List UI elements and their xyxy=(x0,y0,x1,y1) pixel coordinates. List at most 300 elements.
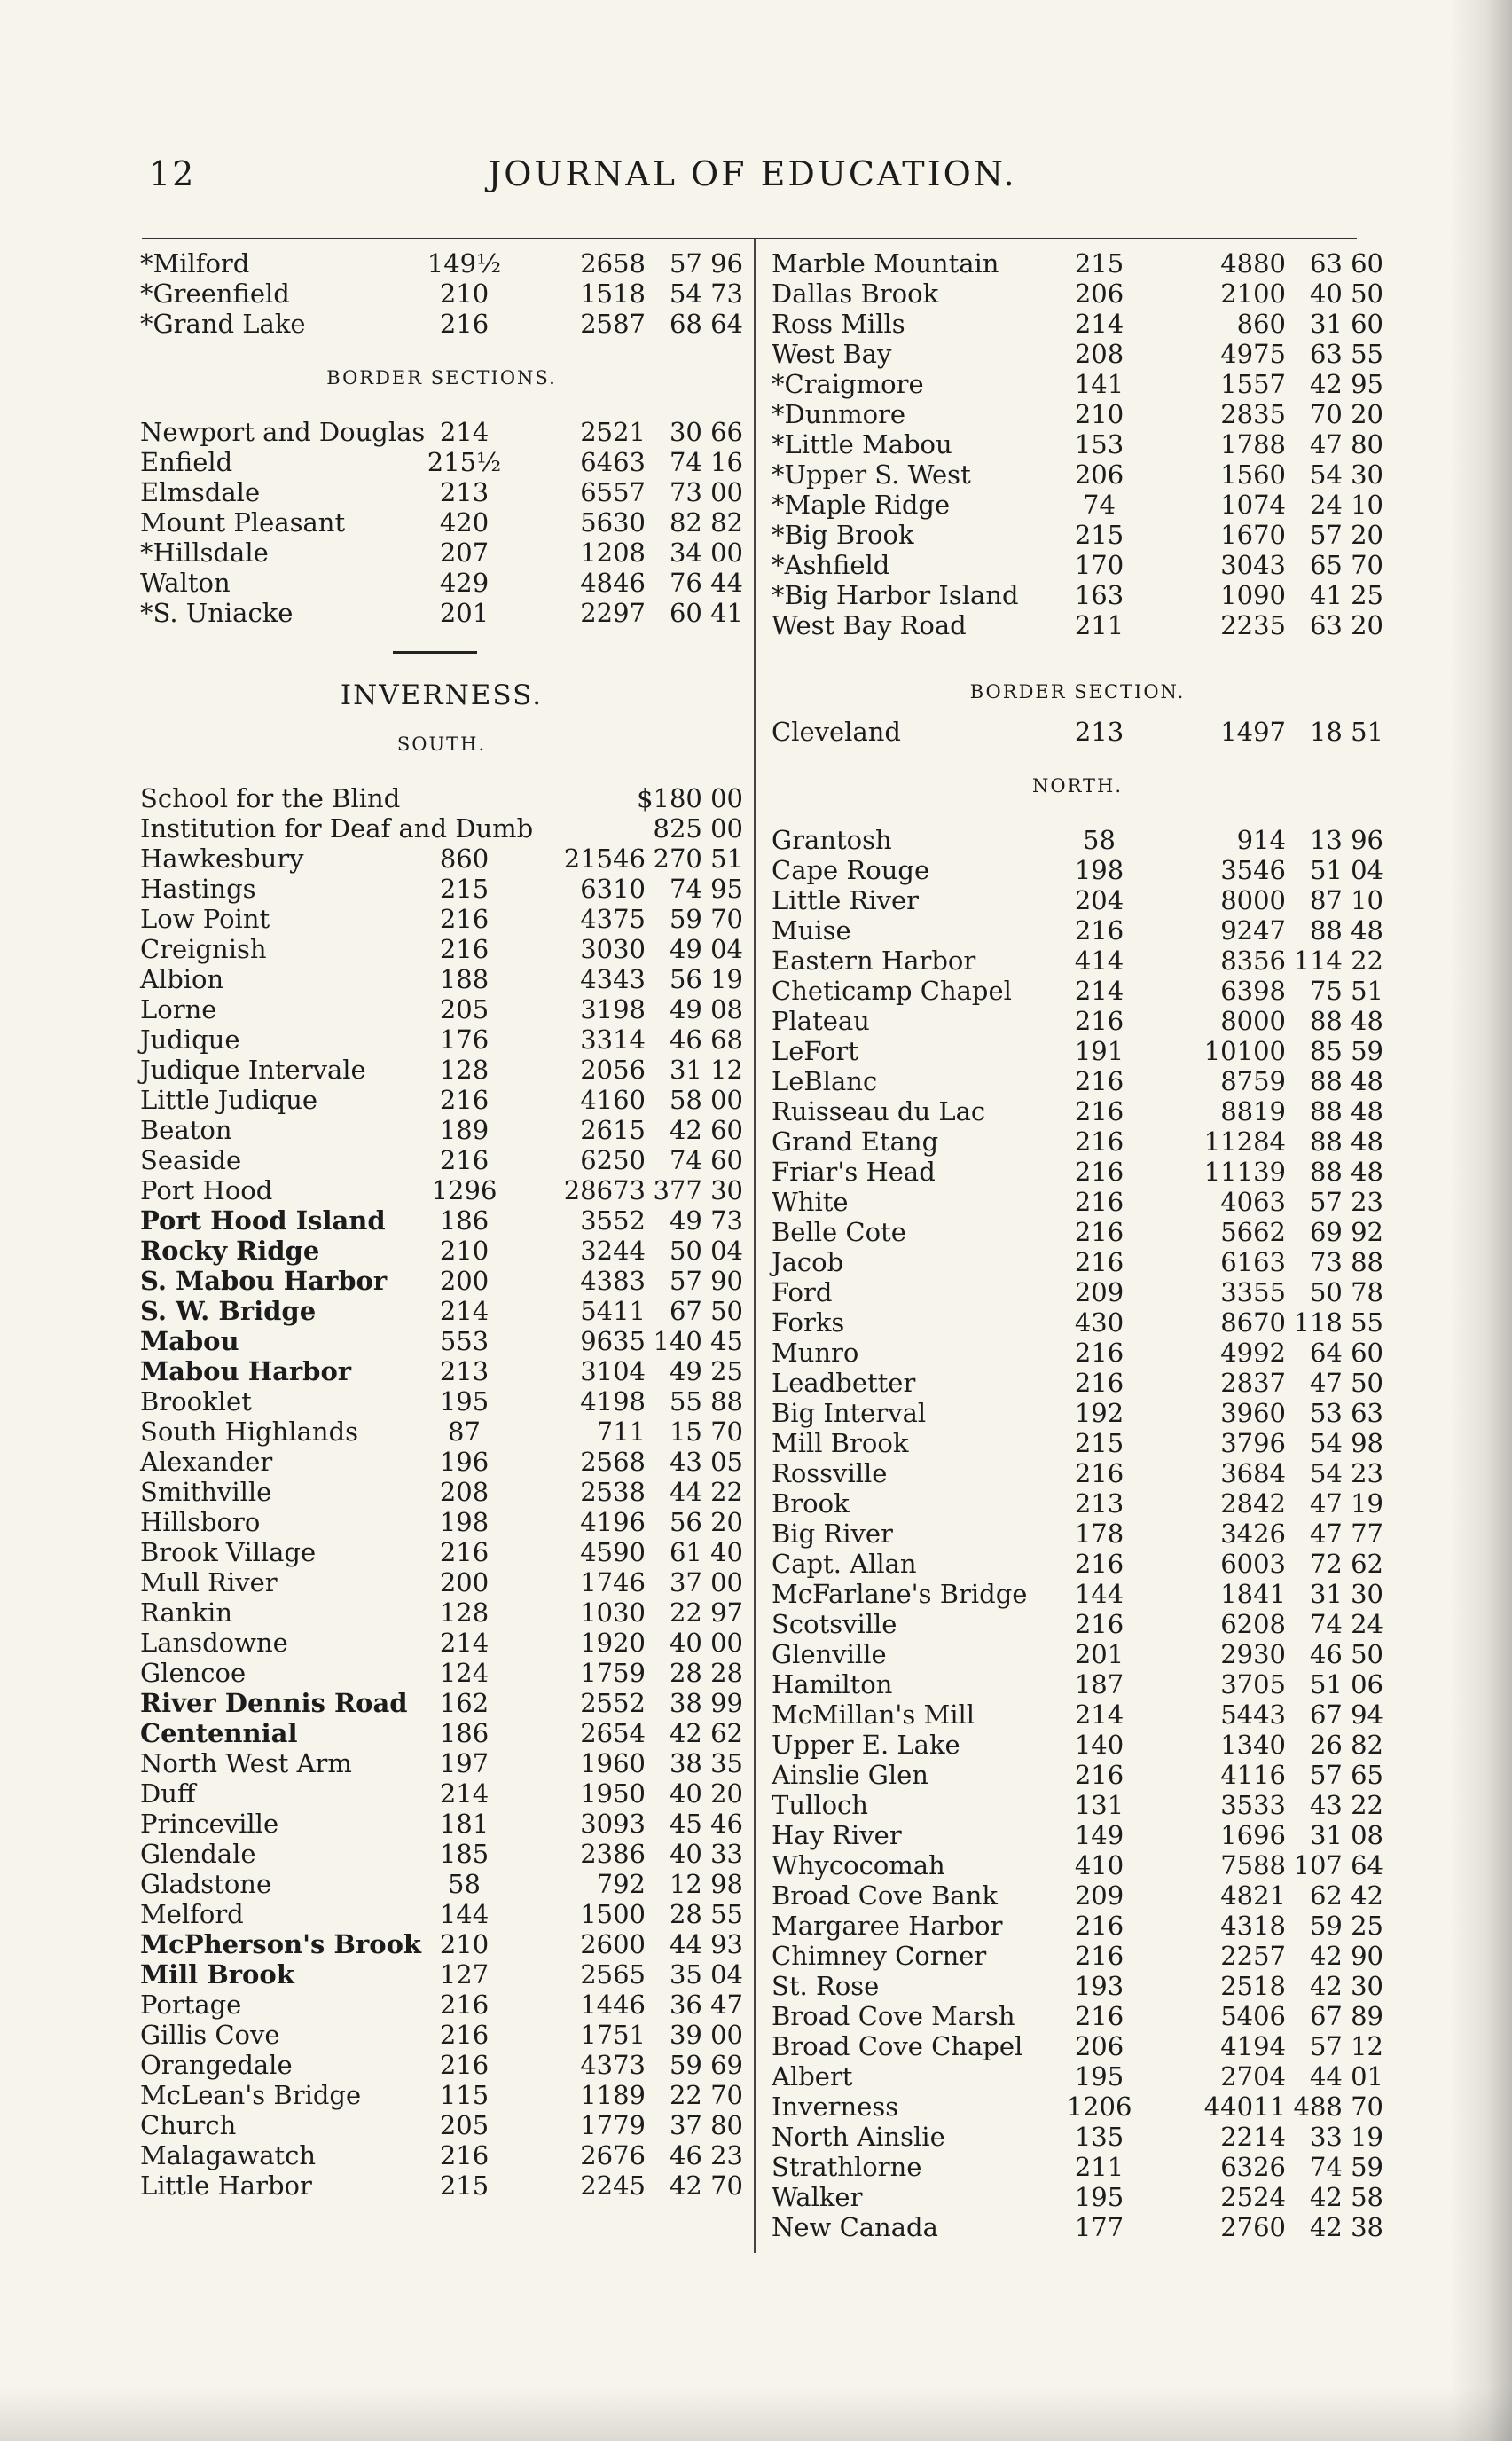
section-name: Church xyxy=(140,2110,237,2140)
grant-amount: 75 51 xyxy=(1309,976,1383,1006)
section-name: LeFort xyxy=(772,1036,858,1066)
grant-amount: 57 23 xyxy=(1309,1187,1383,1217)
grant-amount: 24 10 xyxy=(1309,490,1383,520)
attendance-value: 4590 xyxy=(580,1537,646,1567)
table-row xyxy=(772,2152,1383,2182)
grant-amount: 40 00 xyxy=(669,1628,743,1658)
attendance-value: 1518 xyxy=(580,279,646,309)
section-name: Mill Brook xyxy=(772,1428,909,1458)
section-name: Hastings xyxy=(140,874,256,904)
section-name: *Ashfield xyxy=(772,550,890,580)
grant-amount: 377 30 xyxy=(653,1175,743,1205)
days-value: 215 xyxy=(439,874,490,904)
table-row xyxy=(140,507,743,538)
attendance-value: 2524 xyxy=(1220,2182,1286,2212)
days-value: 162 xyxy=(439,1688,490,1718)
header-rule xyxy=(142,238,1357,239)
days-value: 215½ xyxy=(427,447,502,477)
table-row xyxy=(140,934,743,964)
grant-amount: 53 63 xyxy=(1309,1398,1383,1428)
grant-amount: 35 04 xyxy=(669,1959,743,1990)
days-value: 216 xyxy=(439,2140,490,2170)
attendance-value: 1841 xyxy=(1220,1579,1286,1609)
grant-amount: 31 08 xyxy=(1309,1820,1383,1850)
table-row xyxy=(140,1597,743,1628)
grant-amount: 58 00 xyxy=(669,1085,743,1115)
attendance-value: 5443 xyxy=(1220,1699,1286,1730)
grant-amount: 49 25 xyxy=(669,1356,743,1386)
attendance-value: 3314 xyxy=(580,1024,646,1055)
days-value: 216 xyxy=(1074,1096,1124,1126)
table-row xyxy=(140,1417,743,1447)
attendance-value: 4194 xyxy=(1220,2031,1286,2061)
attendance-value: 2930 xyxy=(1220,1639,1286,1669)
grant-amount: 49 04 xyxy=(669,934,743,964)
subsection-heading: BORDER SECTIONS. xyxy=(326,367,557,389)
attendance-value: 6326 xyxy=(1220,2152,1286,2182)
attendance-value: 1500 xyxy=(580,1899,646,1929)
table-row xyxy=(140,1145,743,1175)
grant-amount: 67 94 xyxy=(1309,1699,1383,1730)
days-value: 216 xyxy=(439,309,490,339)
grant-amount: 49 73 xyxy=(669,1205,743,1236)
attendance-value: 8356 xyxy=(1220,946,1286,976)
days-value: 216 xyxy=(439,2020,490,2050)
subsection-heading: BORDER SECTION. xyxy=(969,681,1186,702)
days-value: 553 xyxy=(439,1326,490,1356)
days-value: 208 xyxy=(439,1477,490,1507)
attendance-value: 4343 xyxy=(580,964,646,994)
section-name: Elmsdale xyxy=(140,477,261,507)
days-value: 176 xyxy=(439,1024,490,1055)
days-value: 127 xyxy=(439,1959,490,1990)
attendance-value: 3093 xyxy=(580,1809,646,1839)
days-value: 181 xyxy=(439,1809,490,1839)
table-row xyxy=(140,1055,743,1085)
attendance-value: 1340 xyxy=(1220,1730,1286,1760)
table-row xyxy=(140,1326,743,1356)
grant-amount: 42 95 xyxy=(1309,369,1383,399)
attendance-value: 1189 xyxy=(580,2080,646,2110)
table-row xyxy=(772,369,1383,399)
attendance-value: 4198 xyxy=(580,1386,646,1417)
days-value: 216 xyxy=(439,1145,490,1175)
table-row xyxy=(772,339,1383,369)
attendance-value: 11284 xyxy=(1203,1126,1286,1157)
table-row xyxy=(140,1809,743,1839)
section-name: Strathlorne xyxy=(772,2152,922,2182)
grant-amount: 54 73 xyxy=(669,279,743,309)
section-name: Little Harbor xyxy=(140,2170,312,2201)
attendance-value: 2235 xyxy=(1220,610,1286,640)
section-name: Duff xyxy=(140,1778,196,1809)
table-row xyxy=(772,1398,1383,1428)
table-row xyxy=(772,1488,1383,1519)
days-value: 216 xyxy=(439,1990,490,2020)
attendance-value: 4975 xyxy=(1220,339,1286,369)
days-value: 216 xyxy=(439,1537,490,1567)
section-name: Big River xyxy=(772,1519,893,1549)
grant-amount: 46 50 xyxy=(1309,1639,1383,1669)
grant-amount: 42 60 xyxy=(669,1115,743,1145)
section-name: Gillis Cove xyxy=(140,2020,280,2050)
section-name: Leadbetter xyxy=(772,1368,916,1398)
grant-amount: 18 51 xyxy=(1309,717,1383,747)
days-value: 153 xyxy=(1074,429,1124,459)
grant-amount: $180 00 xyxy=(637,783,743,813)
section-name: Ford xyxy=(772,1277,833,1307)
days-value: 216 xyxy=(1074,1549,1124,1579)
attendance-value: 4160 xyxy=(580,1085,646,1115)
grant-amount: 54 30 xyxy=(1309,459,1383,490)
table-row xyxy=(140,1929,743,1959)
table-row xyxy=(772,309,1383,339)
section-name: River Dennis Road xyxy=(140,1688,408,1718)
days-value: 216 xyxy=(439,1085,490,1115)
section-name: Mill Brook xyxy=(140,1959,294,1990)
grant-amount: 28 28 xyxy=(669,1658,743,1688)
days-value: 205 xyxy=(439,994,490,1024)
table-row xyxy=(140,538,743,568)
grant-amount: 57 65 xyxy=(1309,1760,1383,1790)
attendance-value: 860 xyxy=(1236,309,1286,339)
days-value: 185 xyxy=(439,1839,490,1869)
days-value: 135 xyxy=(1074,2122,1124,2152)
days-value: 187 xyxy=(1074,1669,1124,1699)
table-row xyxy=(772,915,1383,946)
attendance-value: 8670 xyxy=(1220,1307,1286,1338)
attendance-value: 6557 xyxy=(580,477,646,507)
table-row xyxy=(772,2182,1383,2212)
section-name: West Bay Road xyxy=(772,610,967,640)
grant-amount: 31 30 xyxy=(1309,1579,1383,1609)
section-name: *Big Brook xyxy=(772,520,914,550)
days-value: 87 xyxy=(448,1417,481,1447)
table-row xyxy=(772,1790,1383,1820)
attendance-value: 4116 xyxy=(1220,1760,1286,1790)
section-name: Ruisseau du Lac xyxy=(772,1096,986,1126)
grant-amount: 37 00 xyxy=(669,1567,743,1597)
grant-amount: 74 95 xyxy=(669,874,743,904)
table-row xyxy=(772,1157,1383,1187)
section-name: Melford xyxy=(140,1899,244,1929)
grant-amount: 63 55 xyxy=(1309,339,1383,369)
section-name: Dallas Brook xyxy=(772,279,939,309)
table-row xyxy=(140,1205,743,1236)
table-row xyxy=(772,1187,1383,1217)
attendance-value: 4063 xyxy=(1220,1187,1286,1217)
table-row xyxy=(772,1277,1383,1307)
section-name: Seaside xyxy=(140,1145,242,1175)
table-row xyxy=(772,2061,1383,2092)
attendance-value: 5630 xyxy=(580,507,646,538)
grant-amount: 82 82 xyxy=(669,507,743,538)
table-row xyxy=(140,813,743,844)
grant-amount: 42 62 xyxy=(669,1718,743,1748)
attendance-value: 21546 xyxy=(563,844,646,874)
section-name: North West Arm xyxy=(140,1748,352,1778)
attendance-value: 6003 xyxy=(1220,1549,1286,1579)
section-name: Smithville xyxy=(140,1477,272,1507)
table-row xyxy=(772,1911,1383,1941)
attendance-value: 2521 xyxy=(580,417,646,447)
section-name: *Upper S. West xyxy=(772,459,971,490)
days-value: 177 xyxy=(1074,2212,1124,2242)
attendance-value: 1920 xyxy=(580,1628,646,1658)
grant-amount: 61 40 xyxy=(669,1537,743,1567)
table-row xyxy=(772,1458,1383,1488)
grant-amount: 22 97 xyxy=(669,1597,743,1628)
attendance-value: 2568 xyxy=(580,1447,646,1477)
table-row xyxy=(772,1036,1383,1066)
section-name: Ross Mills xyxy=(772,309,905,339)
attendance-value: 6163 xyxy=(1220,1247,1286,1277)
attendance-value: 7588 xyxy=(1220,1850,1286,1880)
grant-amount: 44 22 xyxy=(669,1477,743,1507)
days-value: 210 xyxy=(1074,399,1124,429)
section-name: Marble Mountain xyxy=(772,248,999,279)
grant-amount: 57 90 xyxy=(669,1266,743,1296)
section-name: Jacob xyxy=(772,1247,844,1277)
section-name: Mabou Harbor xyxy=(140,1356,352,1386)
attendance-value: 2835 xyxy=(1220,399,1286,429)
table-row xyxy=(140,1175,743,1205)
grant-amount: 114 22 xyxy=(1293,946,1383,976)
section-name: Walker xyxy=(772,2182,863,2212)
section-name: Broad Cove Chapel xyxy=(772,2031,1023,2061)
table-row xyxy=(772,885,1383,915)
days-value: 213 xyxy=(1074,717,1124,747)
table-row xyxy=(772,1368,1383,1398)
grant-amount: 47 19 xyxy=(1309,1488,1383,1519)
days-value: 414 xyxy=(1074,946,1124,976)
attendance-value: 8000 xyxy=(1220,1006,1286,1036)
days-value: 195 xyxy=(1074,2061,1124,2092)
days-value: 189 xyxy=(439,1115,490,1145)
section-name: Hay River xyxy=(772,1820,902,1850)
attendance-value: 10100 xyxy=(1203,1036,1286,1066)
attendance-value: 1751 xyxy=(580,2020,646,2050)
spacer xyxy=(140,769,743,783)
table-row xyxy=(140,568,743,598)
table-row xyxy=(772,279,1383,309)
table-row xyxy=(140,1869,743,1899)
page-header xyxy=(142,149,1357,202)
section-name: Brook xyxy=(772,1488,850,1519)
grant-amount: 73 00 xyxy=(669,477,743,507)
table-row xyxy=(140,248,743,279)
section-name: *S. Uniacke xyxy=(140,598,294,628)
table-row xyxy=(772,825,1383,855)
grant-amount: 140 45 xyxy=(653,1326,743,1356)
days-value: 186 xyxy=(439,1205,490,1236)
table-row xyxy=(140,1718,743,1748)
attendance-value: 1696 xyxy=(1220,1820,1286,1850)
days-value: 216 xyxy=(1074,1217,1124,1247)
attendance-value: 2704 xyxy=(1220,2061,1286,2092)
grant-amount: 87 10 xyxy=(1309,885,1383,915)
days-value: 216 xyxy=(1074,2001,1124,2031)
table-row xyxy=(772,946,1383,976)
section-name: Scotsville xyxy=(772,1609,897,1639)
days-value: 216 xyxy=(1074,1157,1124,1187)
attendance-value: 2842 xyxy=(1220,1488,1286,1519)
section-name: *Hillsdale xyxy=(140,538,269,568)
table-row xyxy=(772,1609,1383,1639)
grant-amount: 45 46 xyxy=(669,1809,743,1839)
section-name: Mull River xyxy=(140,1567,278,1597)
days-value: 144 xyxy=(439,1899,490,1929)
days-value: 215 xyxy=(439,2170,490,2201)
days-value: 216 xyxy=(1074,915,1124,946)
table-row xyxy=(772,1820,1383,1850)
grant-amount: 74 24 xyxy=(1309,1609,1383,1639)
attendance-value: 2552 xyxy=(580,1688,646,1718)
journal-title: JOURNAL OF EDUCATION. xyxy=(488,154,1017,193)
days-value: 214 xyxy=(439,1778,490,1809)
attendance-value: 6208 xyxy=(1220,1609,1286,1639)
attendance-value: 9247 xyxy=(1220,915,1286,946)
section-name: Broad Cove Marsh xyxy=(772,2001,1015,2031)
attendance-value: 2654 xyxy=(580,1718,646,1748)
section-name: *Grand Lake xyxy=(140,309,306,339)
table-row xyxy=(772,459,1383,490)
section-name: New Canada xyxy=(772,2212,938,2242)
attendance-value: 3705 xyxy=(1220,1669,1286,1699)
attendance-value: 6250 xyxy=(580,1145,646,1175)
section-name: Centennial xyxy=(140,1718,298,1748)
days-value: 204 xyxy=(1074,885,1124,915)
table-row xyxy=(772,1247,1383,1277)
section-name: Broad Cove Bank xyxy=(772,1880,998,1911)
section-name: Inverness xyxy=(772,2092,899,2122)
attendance-value: 6463 xyxy=(580,447,646,477)
section-name: Walton xyxy=(140,568,231,598)
right-column xyxy=(772,248,1383,2242)
grant-amount: 69 92 xyxy=(1309,1217,1383,1247)
attendance-value: 3960 xyxy=(1220,1398,1286,1428)
section-name: Cleveland xyxy=(772,717,901,747)
days-value: 216 xyxy=(439,2050,490,2080)
attendance-value: 44011 xyxy=(1203,2092,1286,2122)
days-value: 195 xyxy=(1074,2182,1124,2212)
attendance-value: 3043 xyxy=(1220,550,1286,580)
section-name: Creignish xyxy=(140,934,267,964)
days-value: 216 xyxy=(1074,1126,1124,1157)
table-row xyxy=(772,1880,1383,1911)
grant-amount: 488 70 xyxy=(1293,2092,1383,2122)
days-value: 214 xyxy=(439,417,490,447)
table-row xyxy=(140,447,743,477)
grant-amount: 15 70 xyxy=(669,1417,743,1447)
section-name: Princeville xyxy=(140,1809,279,1839)
section-name: Malagawatch xyxy=(140,2140,317,2170)
section-name: Albert xyxy=(772,2061,853,2092)
grant-amount: 73 88 xyxy=(1309,1247,1383,1277)
days-value: 214 xyxy=(439,1628,490,1658)
section-name: LeBlanc xyxy=(772,1066,878,1096)
section-name: *Craigmore xyxy=(772,369,924,399)
section-name: Judique Intervale xyxy=(140,1055,366,1085)
table-row xyxy=(772,1760,1383,1790)
attendance-value: 2518 xyxy=(1220,1971,1286,2001)
attendance-value: 8819 xyxy=(1220,1096,1286,1126)
section-name: White xyxy=(772,1187,849,1217)
grant-amount: 40 50 xyxy=(1309,279,1383,309)
page-edge-shadow xyxy=(1450,0,1512,2441)
days-value: 131 xyxy=(1074,1790,1124,1820)
table-row xyxy=(140,1688,743,1718)
section-name: Lorne xyxy=(140,994,217,1024)
table-row xyxy=(140,1990,743,2020)
grant-amount: 65 70 xyxy=(1309,550,1383,580)
table-row xyxy=(772,2001,1383,2031)
days-value: 211 xyxy=(1074,610,1124,640)
table-row xyxy=(140,1567,743,1597)
days-value: 124 xyxy=(439,1658,490,1688)
section-name: Port Hood Island xyxy=(140,1205,386,1236)
days-value: 205 xyxy=(439,2110,490,2140)
days-value: 198 xyxy=(1074,855,1124,885)
attendance-value: 792 xyxy=(596,1869,646,1899)
section-name: McLean's Bridge xyxy=(140,2080,362,2110)
table-row xyxy=(140,1628,743,1658)
days-value: 210 xyxy=(439,1929,490,1959)
days-value: 216 xyxy=(439,904,490,934)
attendance-value: 3796 xyxy=(1220,1428,1286,1458)
grant-amount: 22 70 xyxy=(669,2080,743,2110)
institution-name: Institution for Deaf and Dumb xyxy=(140,813,534,844)
grant-amount: 28 55 xyxy=(669,1899,743,1929)
table-row xyxy=(772,717,1383,747)
section-name: Glenville xyxy=(772,1639,887,1669)
table-row xyxy=(772,1096,1383,1126)
grant-amount: 42 30 xyxy=(1309,1971,1383,2001)
days-value: 206 xyxy=(1074,279,1124,309)
column-divider xyxy=(754,239,756,2253)
county-heading: INVERNESS. xyxy=(340,679,544,711)
days-value: 200 xyxy=(439,1567,490,1597)
attendance-value: 2538 xyxy=(580,1477,646,1507)
table-row xyxy=(140,1959,743,1990)
attendance-value: 1759 xyxy=(580,1658,646,1688)
days-value: 214 xyxy=(439,1296,490,1326)
attendance-value: 2245 xyxy=(580,2170,646,2201)
section-name: Cape Rouge xyxy=(772,855,930,885)
table-row xyxy=(772,1428,1383,1458)
days-value: 214 xyxy=(1074,1699,1124,1730)
section-name: Hamilton xyxy=(772,1669,893,1699)
attendance-value: 2587 xyxy=(580,309,646,339)
section-name: Albion xyxy=(140,964,224,994)
table-row xyxy=(140,2050,743,2080)
attendance-value: 1560 xyxy=(1220,459,1286,490)
days-value: 420 xyxy=(439,507,490,538)
table-row xyxy=(772,1549,1383,1579)
grant-amount: 825 00 xyxy=(653,813,743,844)
table-row xyxy=(140,904,743,934)
grant-amount: 88 48 xyxy=(1309,1096,1383,1126)
table-row xyxy=(140,309,743,339)
table-row xyxy=(140,2020,743,2050)
grant-amount: 26 82 xyxy=(1309,1730,1383,1760)
table-row xyxy=(772,1699,1383,1730)
attendance-value: 4383 xyxy=(580,1266,646,1296)
days-value: 216 xyxy=(1074,1458,1124,1488)
grant-amount: 63 20 xyxy=(1309,610,1383,640)
days-value: 216 xyxy=(1074,1911,1124,1941)
section-name: Hawkesbury xyxy=(140,844,304,874)
